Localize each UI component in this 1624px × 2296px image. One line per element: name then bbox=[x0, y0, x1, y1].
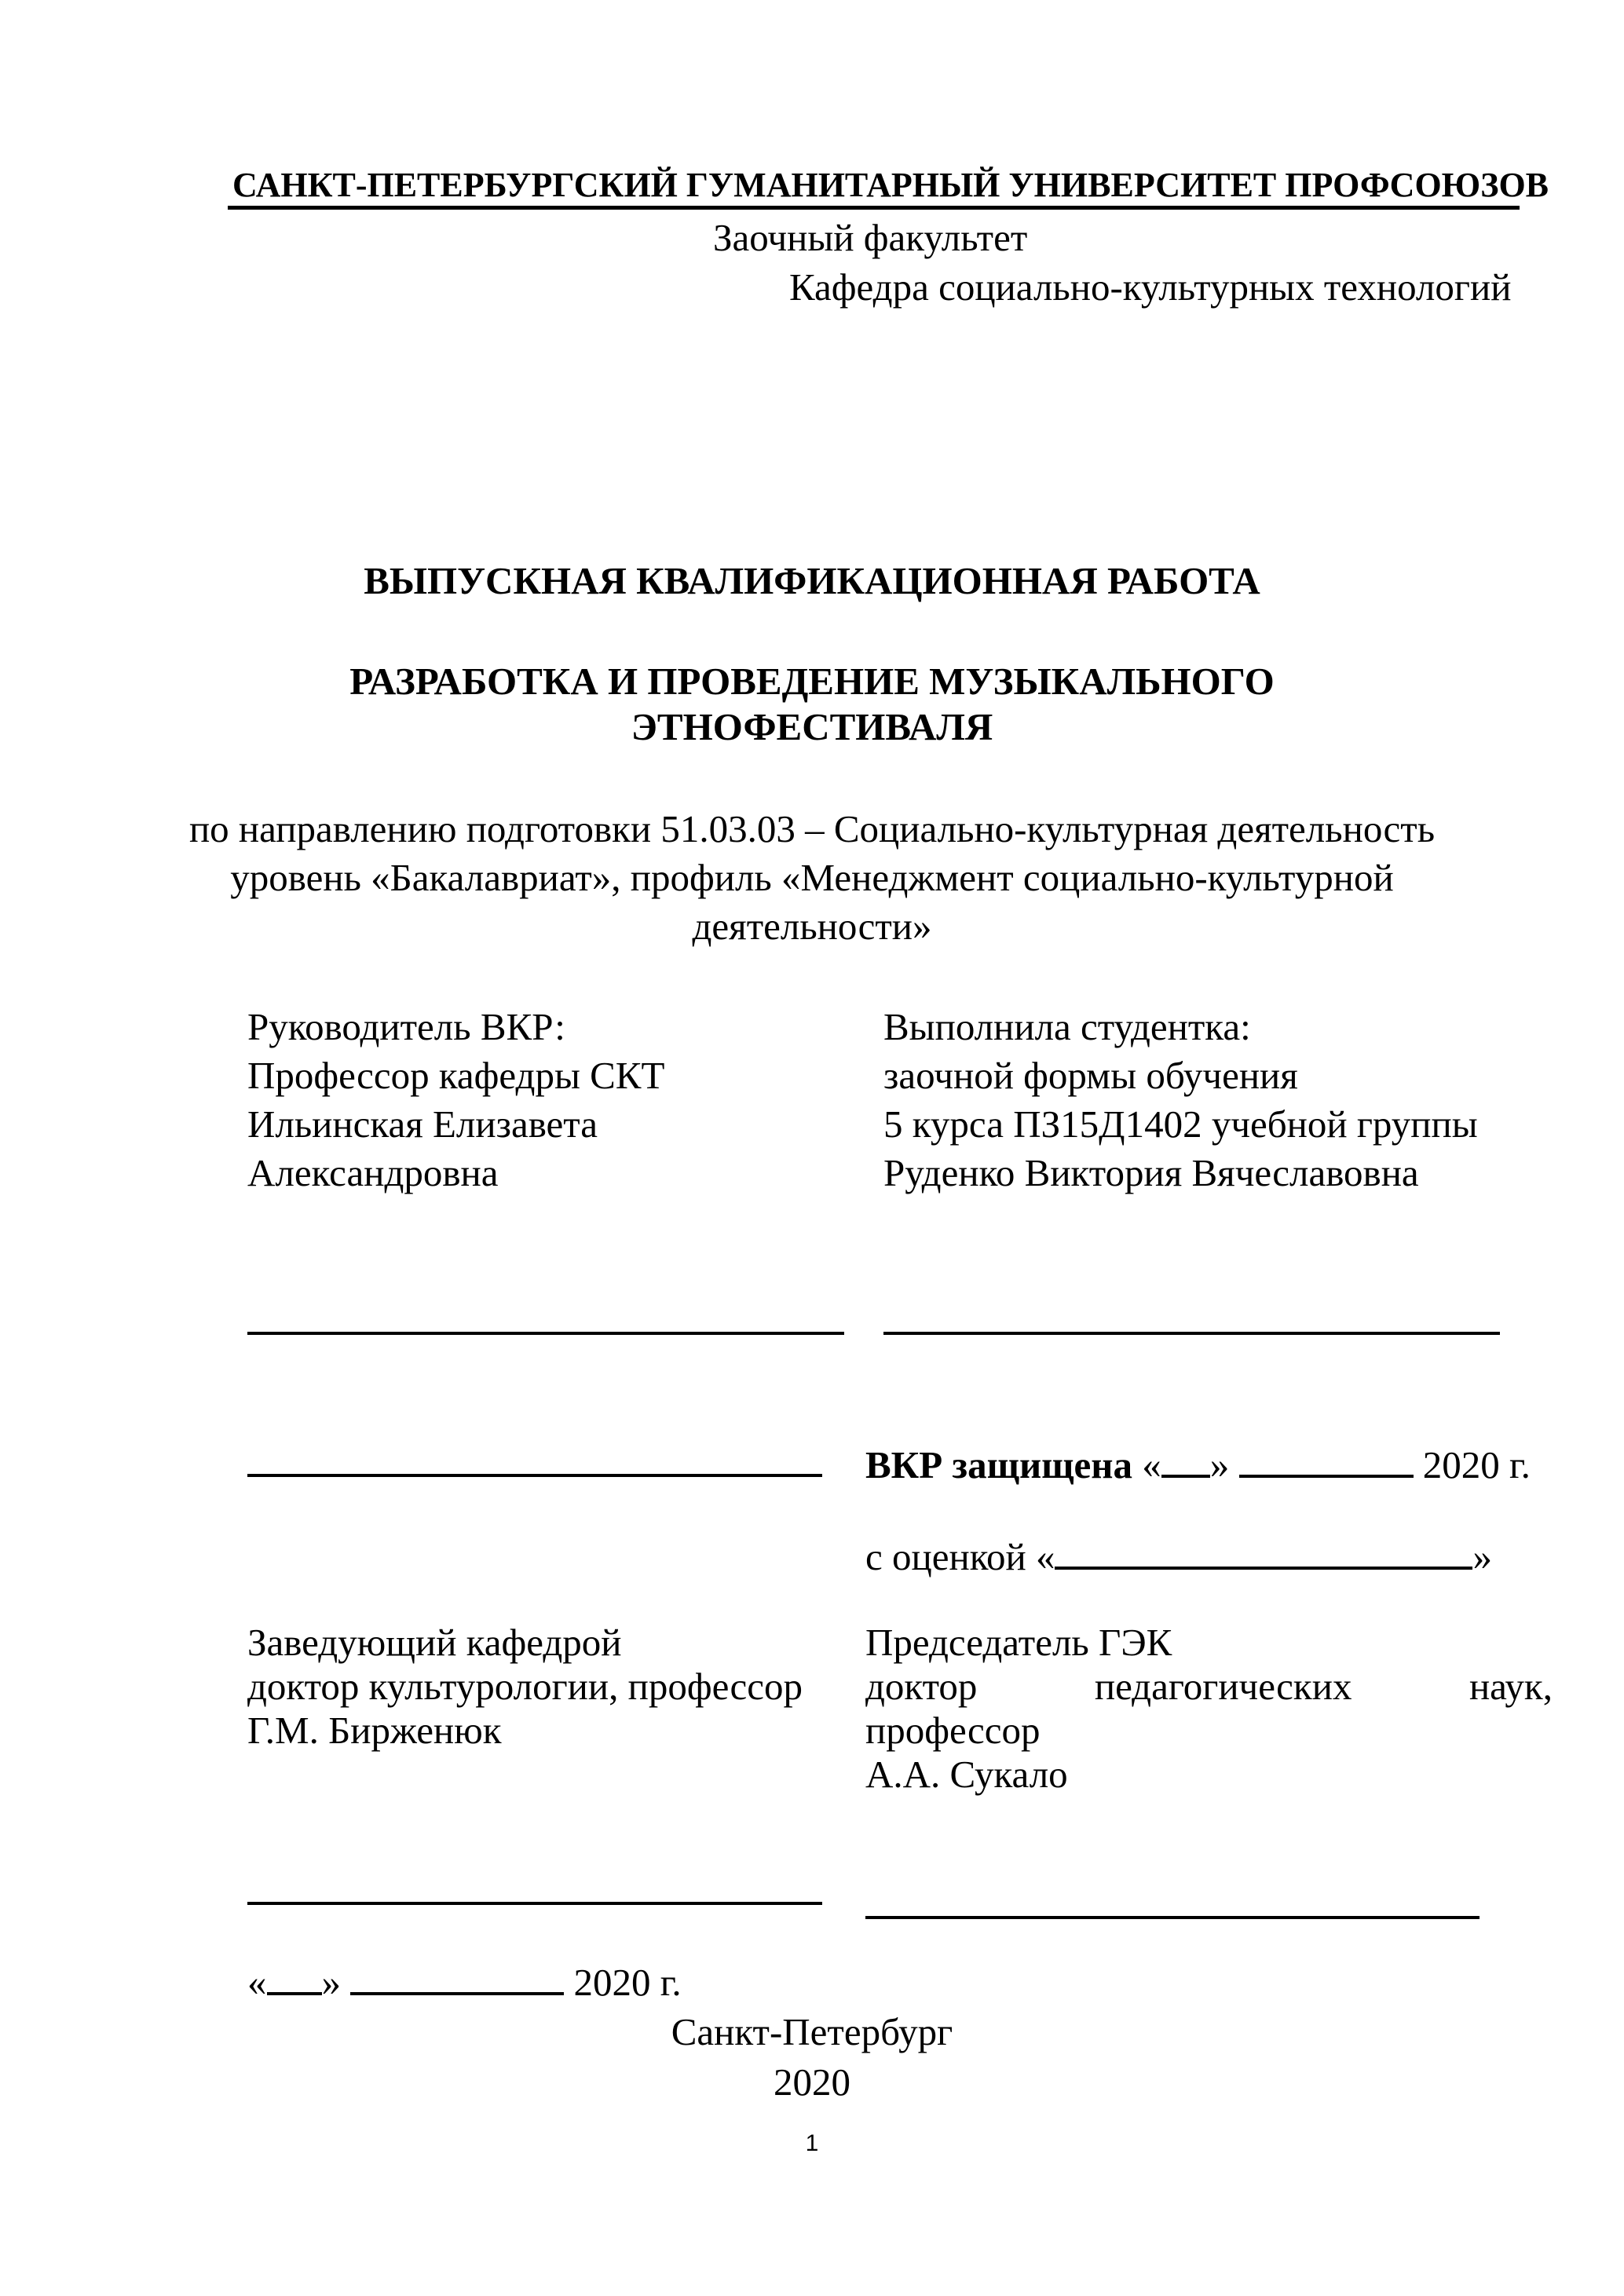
student-signature-line bbox=[883, 1332, 1500, 1335]
supervisor-position: Профессор кафедры СКТ bbox=[247, 1054, 665, 1097]
defense-month-blank bbox=[1239, 1443, 1414, 1478]
date-day-blank bbox=[267, 1961, 322, 1995]
date-quote-close: » bbox=[321, 1961, 341, 2004]
defense-left-signature-line bbox=[247, 1474, 822, 1477]
student-name: Руденко Виктория Вячеславовна bbox=[883, 1151, 1419, 1194]
chairman-label: Председатель ГЭК bbox=[865, 1621, 1172, 1664]
supervisor-name-line2: Александровна bbox=[247, 1151, 499, 1194]
head-name: Г.М. Бирженюк bbox=[247, 1709, 502, 1752]
chairman-degree-word2: педагогических bbox=[1094, 1665, 1352, 1708]
chairman-degree-line1 bbox=[865, 1665, 1553, 1709]
chairman-degree-word1: доктор bbox=[865, 1665, 978, 1708]
head-label: Заведующий кафедрой bbox=[247, 1621, 622, 1664]
year: 2020 bbox=[774, 2060, 850, 2104]
faculty-name: Заочный факультет bbox=[713, 216, 1028, 259]
student-group: 5 курса ПЗ15Д1402 учебной группы bbox=[883, 1102, 1478, 1146]
supervisor-label: Руководитель ВКР: bbox=[247, 1005, 565, 1048]
defense-quote-close: » bbox=[1209, 1443, 1230, 1486]
student-label: Выполнила студентка: bbox=[883, 1005, 1251, 1048]
city: Санкт-Петербург bbox=[671, 2010, 953, 2053]
chairman-degree-word3: наук, bbox=[1469, 1665, 1553, 1708]
chairman-name: А.А. Сукало bbox=[865, 1753, 1068, 1796]
defense-day-blank bbox=[1161, 1443, 1210, 1478]
defense-year: 2020 г. bbox=[1422, 1443, 1531, 1486]
defense-label: ВКР защищена bbox=[865, 1443, 1133, 1486]
department-name: Кафедра социально-культурных технологий bbox=[789, 265, 1512, 309]
topic-title-line2: ЭТНОФЕСТИВАЛЯ bbox=[631, 705, 993, 748]
topic-title-line1: РАЗРАБОТКА И ПРОВЕДЕНИЕ МУЗЫКАЛЬНОГО bbox=[349, 660, 1275, 703]
university-name: САНКТ-ПЕТЕРБУРГСКИЙ ГУМАНИТАРНЫЙ УНИВЕРСИТЕТ ПРОФСОЮЗОВ bbox=[232, 166, 1549, 204]
grade-label: с оценкой « bbox=[865, 1535, 1055, 1578]
head-signature-line bbox=[247, 1902, 822, 1905]
direction-line3: деятельности» bbox=[692, 905, 932, 948]
chairman-signature-line bbox=[865, 1916, 1480, 1919]
date-line bbox=[247, 1961, 682, 2005]
date-month-blank bbox=[350, 1961, 564, 1995]
date-quote-open: « bbox=[247, 1961, 267, 2004]
direction-line1: по направлению подготовки 51.03.03 – Социально-культурная деятельность bbox=[188, 807, 1436, 850]
direction-line2: уровень «Бакалавриат», профиль «Менеджмент социально-культурной bbox=[230, 856, 1394, 899]
head-degree: доктор культурологии, профессор bbox=[247, 1665, 803, 1708]
defense-statement bbox=[865, 1443, 1531, 1487]
grade-statement bbox=[865, 1535, 1492, 1579]
chairman-degree-line2: профессор bbox=[865, 1709, 1041, 1752]
header-rule bbox=[228, 206, 1520, 210]
student-form: заочной формы обучения bbox=[883, 1054, 1298, 1097]
grade-blank bbox=[1055, 1535, 1472, 1570]
supervisor-signature-line bbox=[247, 1332, 844, 1335]
supervisor-name-line1: Ильинская Елизавета bbox=[247, 1102, 598, 1146]
defense-quote-open: « bbox=[1142, 1443, 1161, 1486]
page-number: 1 bbox=[805, 2130, 819, 2156]
grade-quote-close: » bbox=[1472, 1535, 1492, 1578]
work-type-title: ВЫПУСКНАЯ КВАЛИФИКАЦИОННАЯ РАБОТА bbox=[364, 559, 1260, 602]
date-year: 2020 г. bbox=[573, 1961, 682, 2004]
